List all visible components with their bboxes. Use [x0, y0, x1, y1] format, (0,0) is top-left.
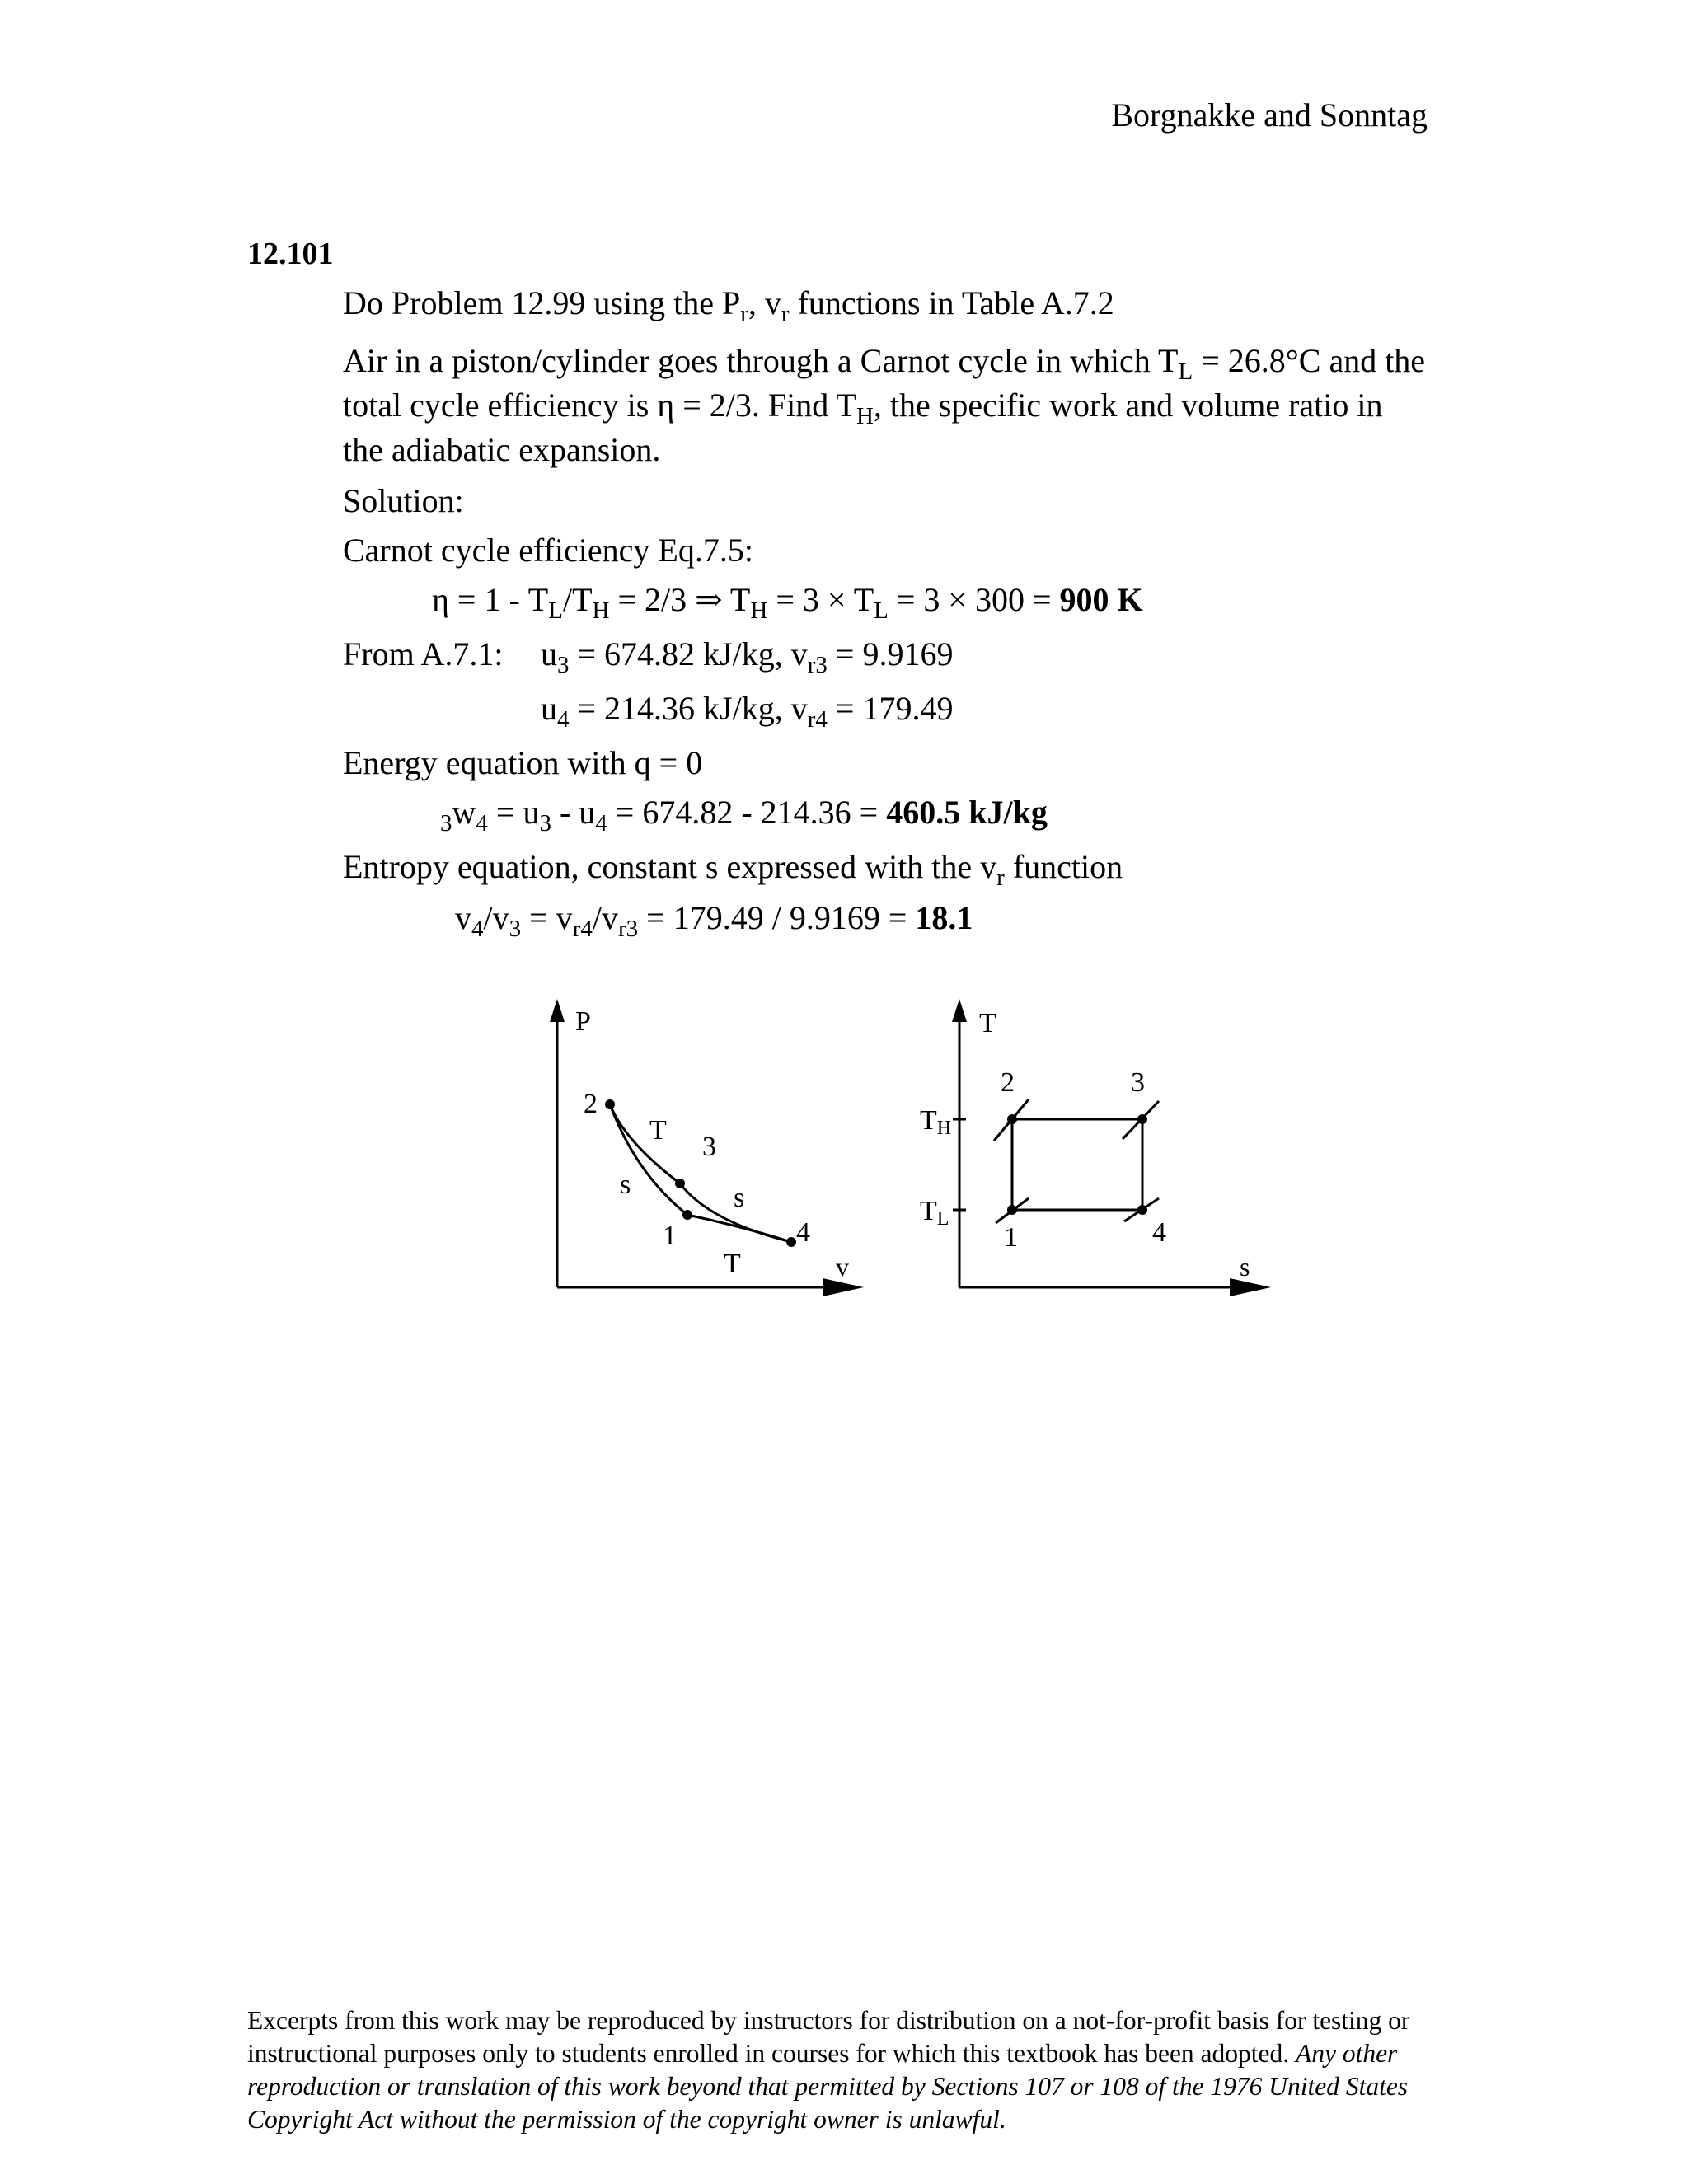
- state-3-properties: $u_3 = 674.82$ kJ/kg, $v_{r3} = 9.9169$: [541, 635, 954, 678]
- carnot-efficiency-label: Carnot cycle efficiency Eq.7.5:: [343, 532, 753, 569]
- problem-number: 12.101: [247, 237, 334, 271]
- ts-point-2: [1007, 1114, 1017, 1124]
- ts-y-label: T: [979, 1008, 996, 1038]
- pv-y-label: P: [575, 1006, 591, 1037]
- energy-equation-label: Energy equation with q = 0: [343, 744, 703, 781]
- table-reference-label: From A.7.1:: [343, 635, 504, 673]
- volume-ratio-result: 18.1: [915, 899, 973, 936]
- pv-point-2: [605, 1099, 615, 1109]
- pv-label-isentrope-right: s: [734, 1183, 745, 1213]
- ts-label-1: 1: [1004, 1222, 1018, 1253]
- pv-y-arrow: [550, 999, 565, 1022]
- page-header-authors: Borgnakke and Sonntag: [1111, 96, 1428, 134]
- pv-diagram: [528, 997, 890, 1310]
- pv-label-2: 2: [584, 1089, 598, 1119]
- pv-label-1: 1: [663, 1221, 677, 1251]
- pv-process-1-4: [687, 1215, 791, 1242]
- ts-tl-label: TL: [920, 1196, 950, 1230]
- ts-label-3: 3: [1131, 1067, 1145, 1098]
- th-result: 900 K: [1059, 581, 1143, 618]
- ts-x-arrow: [1230, 1278, 1271, 1296]
- ts-label-4: 4: [1152, 1217, 1166, 1248]
- pv-label-isentrope-left: s: [620, 1169, 631, 1200]
- problem-description-line-1: Air in a piston/cylinder goes through a Carnot cycle in which $T_L = 26.8^\circ C$ and the: [343, 342, 1426, 385]
- pv-label-isotherm-top: T: [649, 1115, 667, 1146]
- volume-ratio-equation: $v_4/v_3 = v_{r4}/v_{r3} = 179.49 / 9.9169 = 18.1$: [455, 899, 973, 942]
- problem-description-line-3: the adiabatic expansion.: [343, 431, 661, 468]
- work-result: 460.5 kJ/kg: [886, 794, 1048, 831]
- pv-point-3: [675, 1179, 685, 1188]
- ts-th-label: TH: [920, 1105, 952, 1139]
- pv-label-4: 4: [796, 1217, 810, 1248]
- problem-description-line-2: total cycle efficiency is η = 2/3. Find $T_H$, the specific work and volume ratio in: [343, 387, 1383, 429]
- efficiency-equation: $\eta = 1 - T_L/T_H = 2/3$ ⇒ $T_H = 3 \times T_L = 3 \times 300 = 900$ K: [432, 581, 1143, 624]
- pv-point-1: [682, 1210, 692, 1220]
- ts-point-3: [1137, 1114, 1147, 1124]
- ts-cycle-rectangle: [1012, 1119, 1142, 1210]
- pv-label-3: 3: [702, 1132, 716, 1162]
- state-4-properties: $u_4 = 214.36$ kJ/kg, $v_{r4} = 179.49$: [541, 690, 954, 733]
- pv-label-isotherm-bottom: T: [724, 1249, 741, 1279]
- entropy-equation-label: Entropy equation, constant s expressed with the $v_r$ function: [343, 848, 1123, 891]
- problem-statement: Do Problem 12.99 using the $P_r$, $v_r$ functions in Table A.7.2: [343, 284, 1114, 327]
- ts-point-1: [1007, 1205, 1017, 1215]
- ts-diagram: [907, 997, 1286, 1310]
- ts-label-2: 2: [1001, 1067, 1015, 1098]
- ts-x-label: s: [1240, 1252, 1250, 1282]
- ts-y-arrow: [952, 999, 967, 1022]
- pv-x-label: v: [836, 1252, 849, 1282]
- ts-point-4: [1137, 1205, 1147, 1215]
- copyright-footer: Excerpts from this work may be reproduced by instructors for distribution on a not-for-profit basis for testing or instructional purposes only to students enrolled in courses for which this textbook has been adopted. Any other reproduction or translation of this work beyond that permitted by Sections 107 or 108 of the 1976 United States Copyright Act without the permission of the copyright owner is unlawful.: [247, 2006, 1410, 2134]
- solution-label: Solution:: [343, 482, 464, 519]
- work-equation: $_3w_4 = u_3 - u_4 = 674.82 - 214.36 = 460.5$ kJ/kg: [440, 794, 1048, 837]
- pv-point-4: [786, 1237, 796, 1247]
